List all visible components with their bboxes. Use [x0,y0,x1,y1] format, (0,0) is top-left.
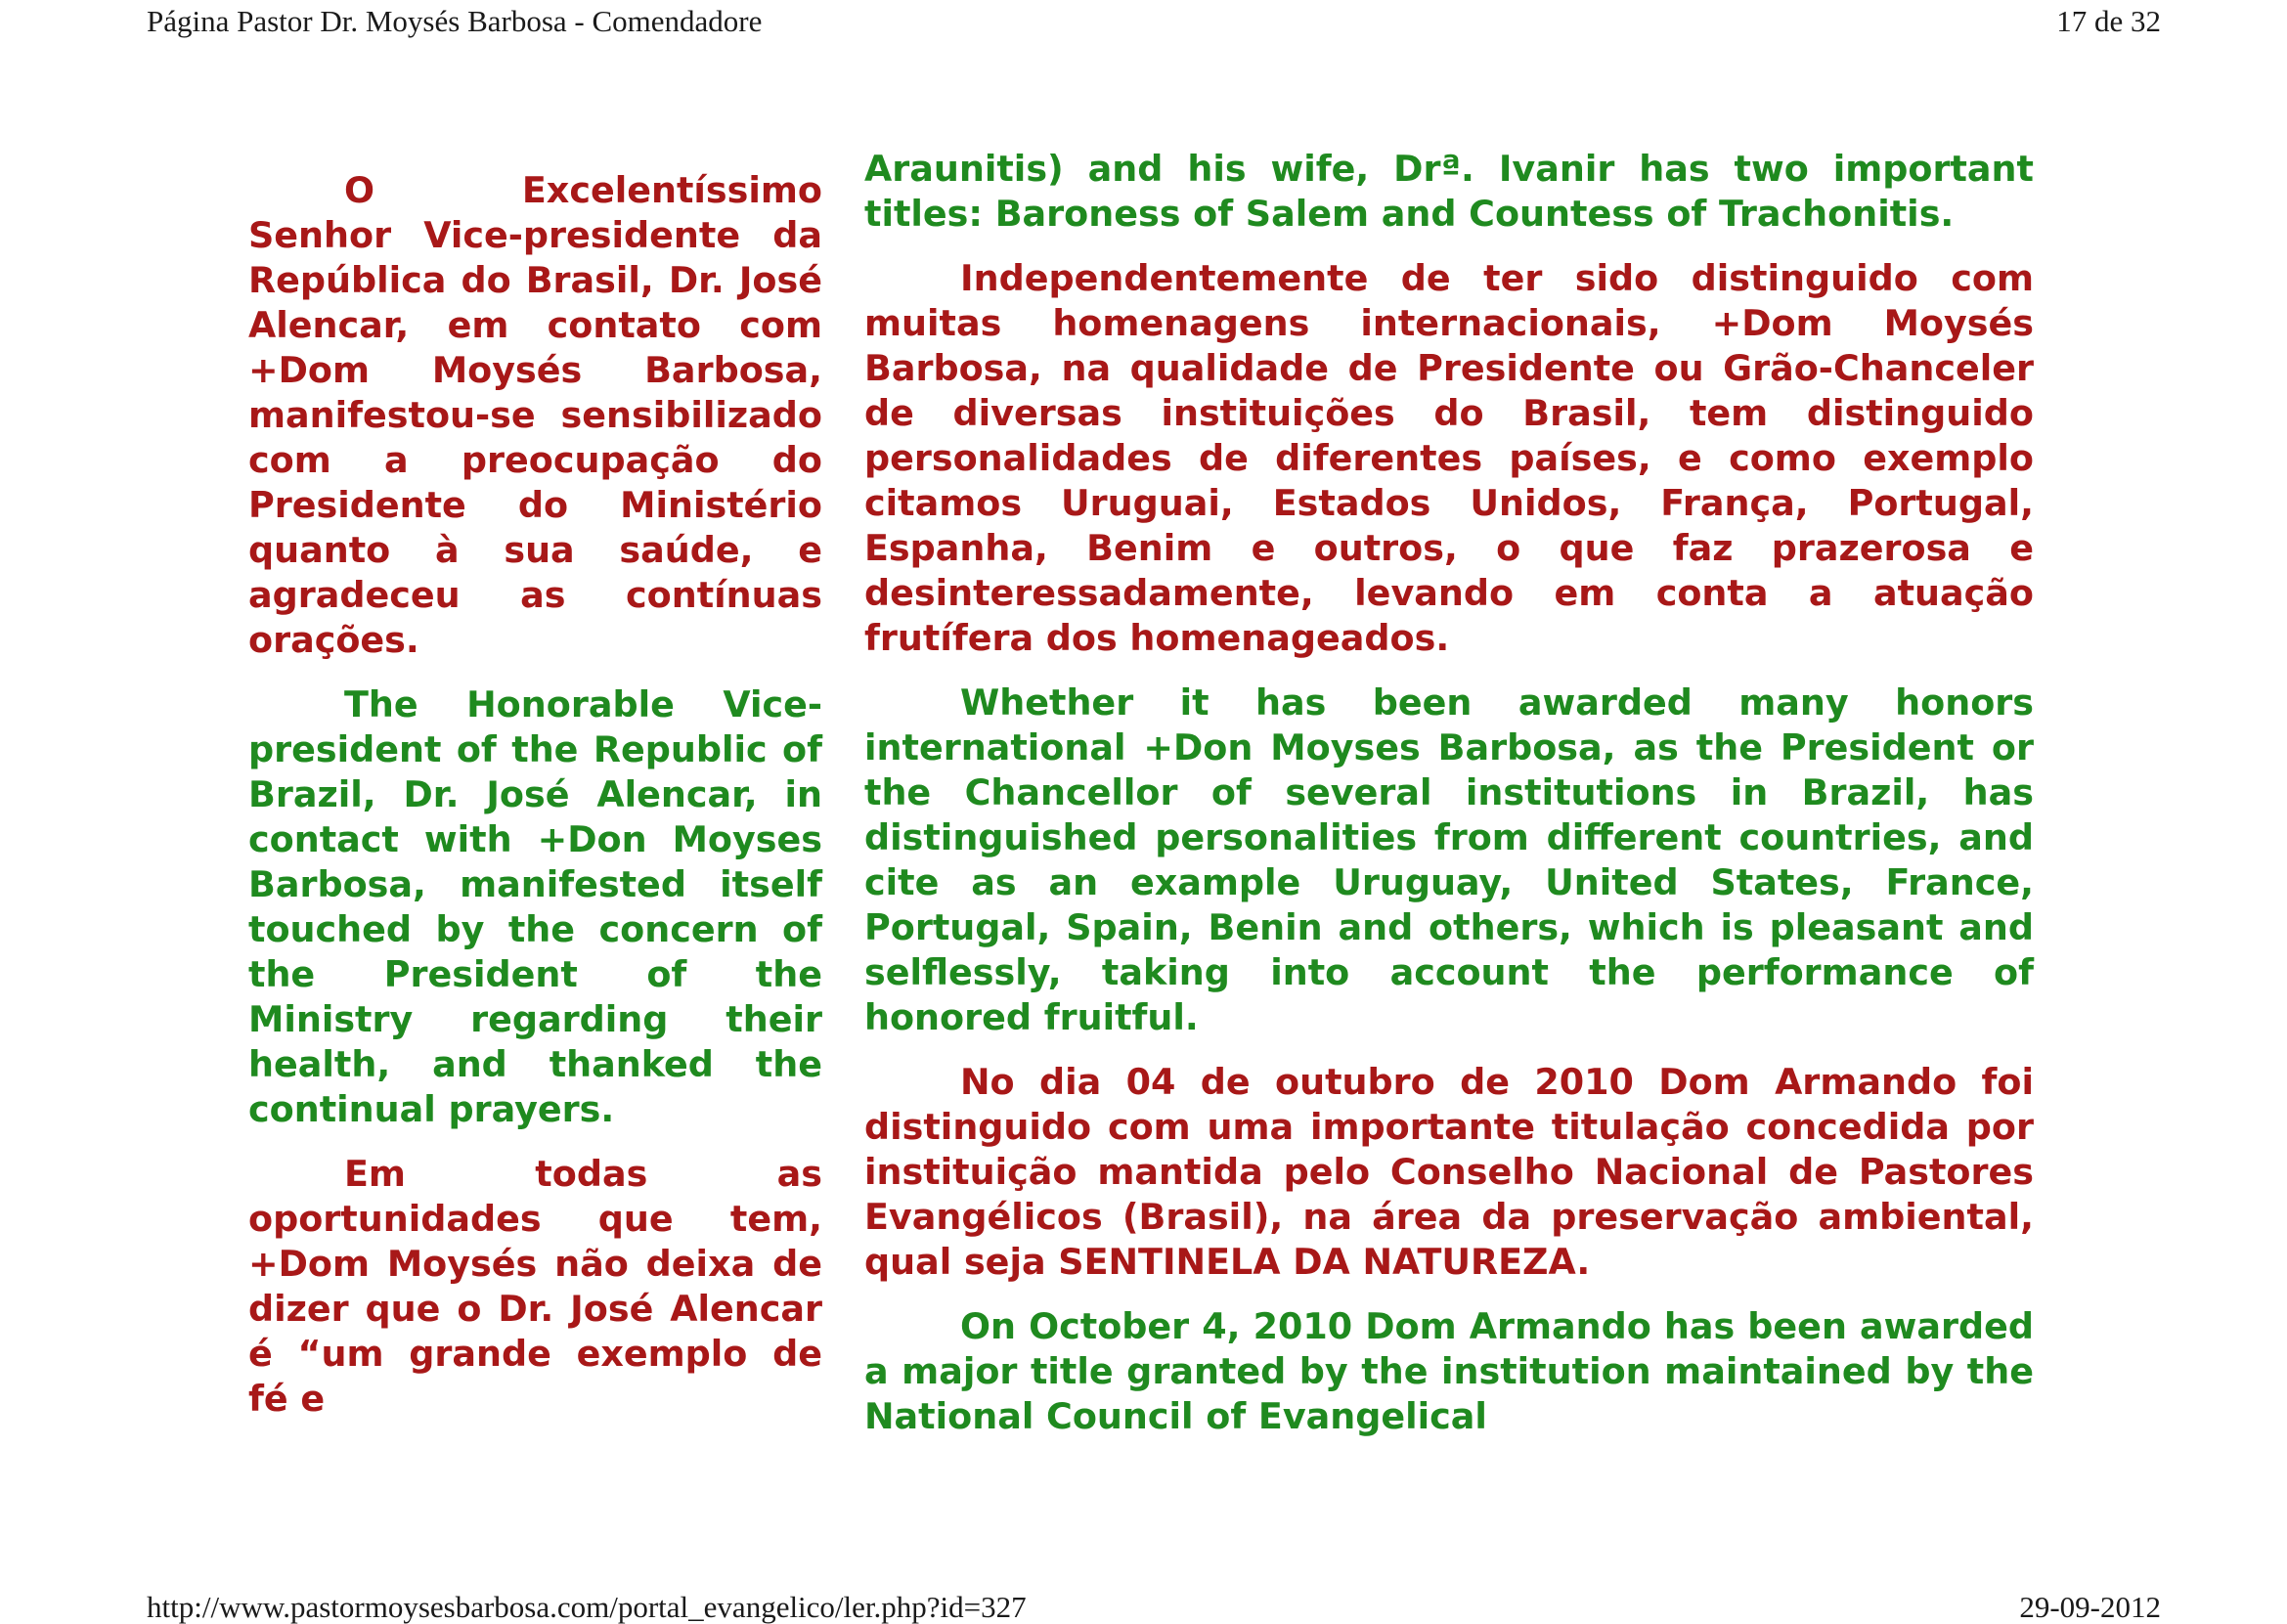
paragraph-en-sentinela: On October 4, 2010 Dom Armando has been awarded a major title granted by the institution maintained by the National Council of Evangelical [864,1305,2034,1437]
footer-url-link[interactable]: http://www.pastormoysesbarbosa.com/portal_evangelico/ler.php?id=327 [147,1590,1027,1624]
page-header-title: Página Pastor Dr. Moysés Barbosa - Comendadore [147,4,763,38]
paragraph-en-vice-president: The Honorable Vice-president of the Republic of Brazil, Dr. José Alencar, in contact with +Don Moyses Barbosa, manifested itself touched by the concern of the President of the Ministry regarding their health, and thanked the continual prayers. [248,683,822,1130]
page-indicator: 17 de 32 [2056,4,2161,38]
paragraph-pt-vice-president: O Excelentíssimo Senhor Vice-presidente da República do Brasil, Dr. José Alencar, em contato com +Dom Moysés Barbosa, manifestou-se sensibilizado com a preocupação do Presidente do Ministério quanto à sua saúde, e agradeceu as contínuas orações. [248,169,822,661]
footer-date: 29-09-2012 [2019,1590,2161,1624]
paragraph-en-continuation: Araunitis) and his wife, Drª. Ivanir has two important titles: Baroness of Salem and Countess of Trachonitis. [864,148,2034,235]
paragraph-en-honors: Whether it has been awarded many honors international +Don Moyses Barbosa, as the President or the Chancellor of several institutions in Brazil, has distinguished personalities from different countries, and cite as an example Uruguay, United States, France, Portugal, Spain, Benin and others, which is pleasant and selflessly, taking into account the performance of honored fruitful. [864,681,2034,1038]
right-column [864,147,2034,1459]
paragraph-pt-honors: Independentemente de ter sido distinguido com muitas homenagens internacionais, +Dom Moysés Barbosa, na qualidade de Presidente ou Grão-Chanceler de diversas instituições do Brasil, tem distinguido personalidades de diferentes países, e como exemplo citamos Uruguai, Estados Unidos, França, Portugal, Espanha, Benim e outros, o que faz prazerosa e desinteressadamente, levando em conta a atuação frutífera dos homenageados. [864,257,2034,659]
left-column [248,168,822,1441]
paragraph-pt-opportunities: Em todas as oportunidades que tem, +Dom Moysés não deixa de dizer que o Dr. José Alencar é “um grande exemplo de fé e [248,1153,822,1420]
paragraph-pt-sentinela: No dia 04 de outubro de 2010 Dom Armando foi distinguido com uma importante titulação concedida por instituição mantida pelo Conselho Nacional de Pastores Evangélicos (Brasil), na área da preservação ambiental, qual seja SENTINELA DA NATUREZA. [864,1061,2034,1283]
